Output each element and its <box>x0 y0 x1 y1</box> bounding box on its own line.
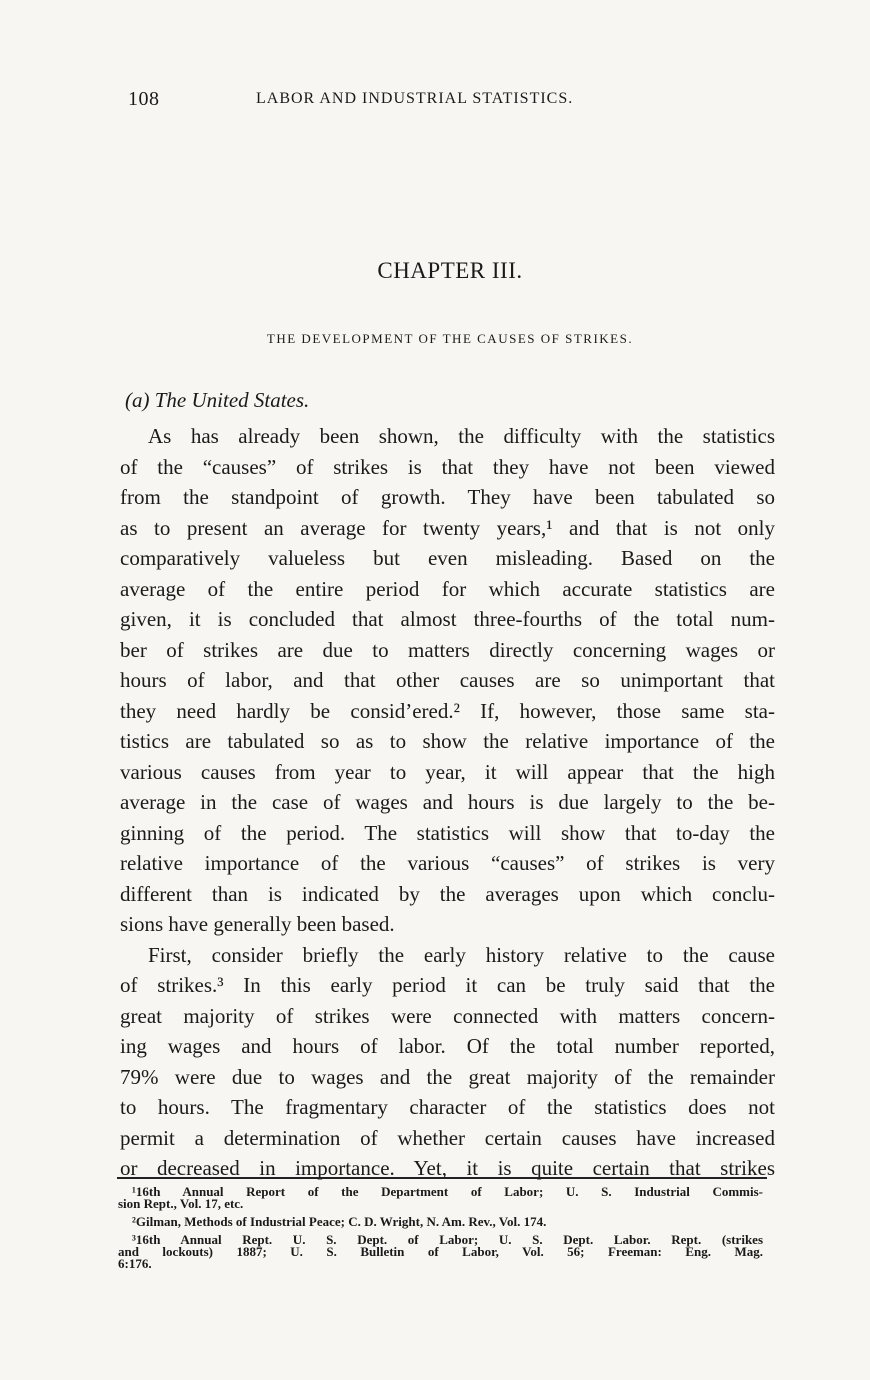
body-line: tistics are tabulated so as to show the relative importance of the <box>120 729 775 753</box>
body-line: hours of labor, and that other causes are so unimportant that <box>120 668 775 692</box>
body-line: to hours. The fragmentary character of the statistics does not <box>120 1095 775 1119</box>
footnote-line: 6:176. <box>118 1256 152 1271</box>
body-line: As has already been shown, the difficulty with the statistics <box>148 424 775 448</box>
body-text <box>120 421 775 1184</box>
footnote-line: ²Gilman, Methods of Industrial Peace; C. D. Wright, N. Am. Rev., Vol. 174. <box>132 1214 547 1229</box>
body-line: ginning of the period. The statistics will show that to-day the <box>120 820 775 845</box>
page-number: 108 <box>128 88 160 110</box>
footnote-line: ¹16th Annual Report of the Department of Labor; U. S. Industrial Commis- <box>132 1184 763 1199</box>
body-line: as to present an average for twenty years,¹ and that is not only <box>120 515 775 540</box>
body-line: they need hardly be considʼered.² If, however, those same sta- <box>120 698 775 723</box>
chapter-subtitle: THE DEVELOPMENT OF THE CAUSES OF STRIKES. <box>266 331 634 346</box>
body-line: great majority of strikes were connected with matters concern- <box>120 1003 775 1028</box>
section-heading: (a) The United States. <box>125 388 310 412</box>
body-line: various causes from year to year, it will appear that the high <box>120 759 775 784</box>
body-line: average of the entire period for which accurate statistics are <box>120 576 775 601</box>
body-line: given, it is concluded that almost three-fourths of the total num- <box>120 607 775 631</box>
body-line: comparatively valueless but even misleading. Based on the <box>120 546 775 570</box>
body-line: of the “causes” of strikes is that they have not been viewed <box>120 454 775 479</box>
body-line: First, consider briefly the early history relative to the cause <box>148 942 775 967</box>
body-line: ing wages and hours of labor. Of the total number reported, <box>120 1034 775 1058</box>
body-line: or decreased in importance. Yet, it is quite certain that strikes <box>120 1156 775 1180</box>
body-line: 79% were due to wages and the great majority of the remainder <box>120 1064 775 1089</box>
footnote-line: sion Rept., Vol. 17, etc. <box>118 1196 244 1211</box>
body-line: from the standpoint of growth. They have been tabulated so <box>120 485 775 509</box>
body-line: sions have generally been based. <box>120 912 395 936</box>
body-line: ber of strikes are due to matters directly concerning wages or <box>120 637 775 662</box>
footnote-line: and lockouts) 1887; U. S. Bulletin of Labor, Vol. 56; Freeman: Eng. Mag. <box>118 1244 763 1259</box>
body-line: permit a determination of whether certain causes have increased <box>120 1125 775 1150</box>
footnotes <box>118 1186 763 1270</box>
running-title: LABOR AND INDUSTRIAL STATISTICS. <box>256 90 574 107</box>
body-line: of strikes.³ In this early period it can be truly said that the <box>120 973 775 997</box>
chapter-title: CHAPTER III. <box>377 258 523 283</box>
footnote-line: ³16th Annual Rept. U. S. Dept. of Labor; U. S. Dept. Labor. Rept. (strikes <box>132 1232 763 1247</box>
body-line: average in the case of wages and hours is due largely to the be- <box>120 790 775 814</box>
body-line: relative importance of the various “causes” of strikes is very <box>120 851 775 875</box>
running-head <box>128 88 668 114</box>
body-line: different than is indicated by the averages upon which conclu- <box>120 881 775 906</box>
footnote-divider <box>117 1177 767 1179</box>
